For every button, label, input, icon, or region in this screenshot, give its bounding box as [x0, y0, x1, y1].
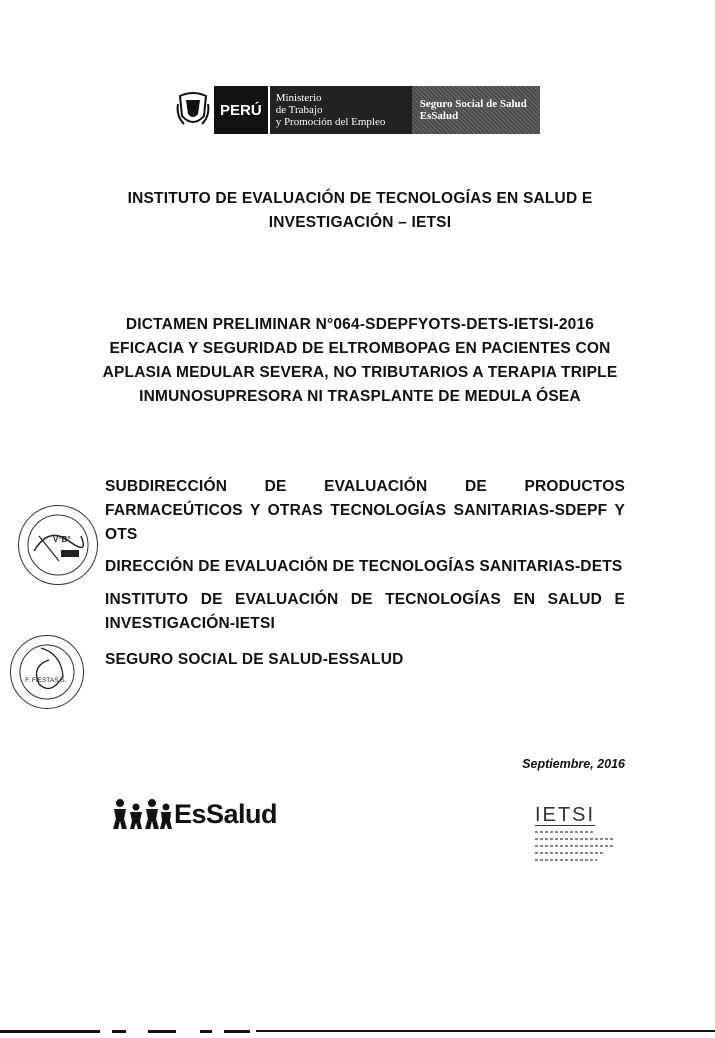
government-header — [172, 86, 540, 134]
ietsi-fine-print-2 — [535, 838, 613, 840]
dictamen-line-1: DICTAMEN PRELIMINAR N°064-SDEPFYOTS-DETS-IETSI-2016 — [125, 316, 595, 333]
ietsi-logo — [535, 805, 625, 861]
seguro-social-text: SEGURO SOCIAL DE SALUD-ESSALUD — [105, 651, 404, 668]
direccion-text: DIRECCIÓN DE EVALUACIÓN DE TECNOLOGÍAS SANITARIAS-DETS — [105, 558, 623, 575]
approval-stamp — [18, 505, 98, 585]
subdireccion-line-1: SUBDIRECCIÓN DE EVALUACIÓN DE PRODUCTOS — [105, 478, 625, 495]
ietsi-fine-print-1 — [535, 831, 595, 833]
ietsi-fine-print-4 — [535, 852, 605, 854]
document-date: Septiembre, 2016 — [522, 757, 625, 771]
family-figures-icon — [112, 797, 172, 831]
institute-title-line-1: INSTITUTO DE EVALUACIÓN DE TECNOLOGÍAS EN SALUD E — [127, 190, 593, 207]
stamp-1-text: V°B° — [53, 535, 71, 544]
signature-stamp — [10, 635, 84, 709]
dictamen-line-3: APLASIA MEDULAR SEVERA, NO TRIBUTARIOS A TERAPIA TRIPLE — [102, 364, 618, 381]
seguro-line-1: Seguro Social de Salud — [419, 98, 527, 110]
coat-of-arms-icon — [172, 86, 214, 134]
instituto-line-2: INVESTIGACIÓN-IETSI — [105, 615, 276, 632]
ministry-label — [270, 86, 412, 134]
ietsi-wordmark: IETSI — [535, 804, 596, 826]
subdireccion-line-3: OTS — [105, 526, 138, 543]
dictamen-line-2: EFICACIA Y SEGURIDAD DE ELTROMBOPAG EN PACIENTES CON — [109, 340, 611, 357]
dictamen-line-4: INMUNOSUPRESORA NI TRASPLANTE DE MEDULA ÓSEA — [139, 388, 581, 405]
seguro-social-label — [412, 86, 540, 134]
ietsi-fine-print-5 — [535, 859, 597, 861]
essalud-wordmark: EsSalud — [174, 798, 278, 829]
instituto-line-1: INSTITUTO DE EVALUACIÓN DE TECNOLOGÍAS EN SALUD E — [105, 591, 625, 608]
ministry-line-2: de Trabajo — [275, 104, 323, 116]
dictamen-title — [60, 313, 660, 409]
stamp-2-text: F. FIESTAS S. — [25, 677, 67, 684]
essalud-logo — [112, 797, 277, 831]
ietsi-fine-print-3 — [535, 845, 613, 847]
footer-rule — [0, 1020, 715, 1023]
seguro-line-2: EsSalud — [419, 110, 459, 122]
institute-title-line-2: INVESTIGACIÓN – IETSI — [268, 214, 452, 231]
ministry-line-1: Ministerio — [275, 92, 322, 104]
ministry-line-3: y Promoción del Empleo — [275, 116, 386, 128]
institute-title — [60, 187, 660, 235]
peru-label: PERÚ — [214, 86, 270, 134]
subdireccion-line-2: FARMACEÚTICOS Y OTRAS TECNOLOGÍAS SANITARIAS-SDEPF Y — [105, 502, 625, 519]
